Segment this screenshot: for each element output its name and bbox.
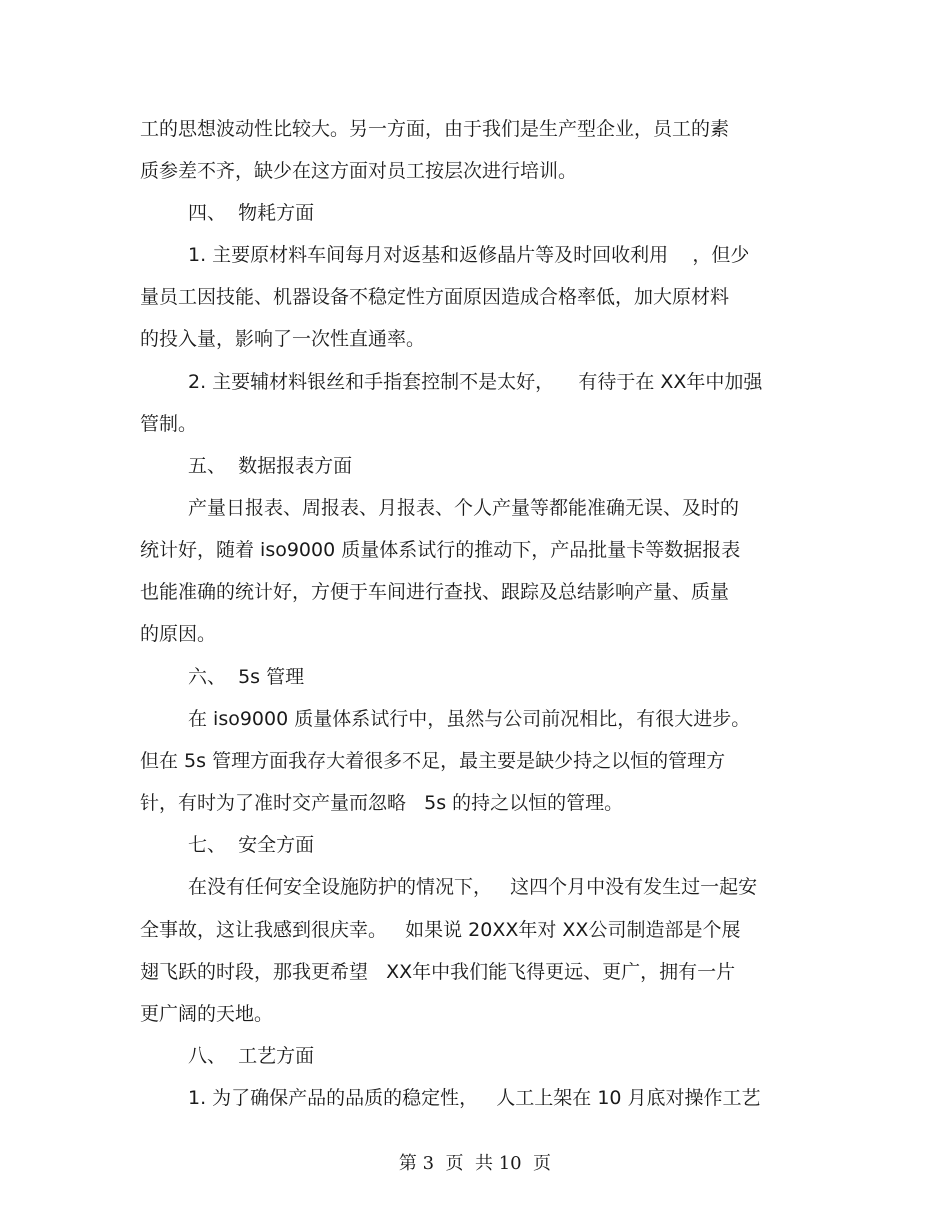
text-line: 翅飞跃的时段，那我更希望 XX年中我们能飞得更远、更广，拥有一片	[140, 961, 736, 983]
text-line: 管制。	[140, 413, 198, 435]
text-line: 也能准确的统计好，方便于车间进行查找、跟踪及总结影响产量、质量	[140, 581, 730, 603]
text-line: 的投入量，影响了一次性直通率。	[140, 328, 426, 350]
text-line: 在 iso9000 质量体系试行中，虽然与公司前况相比，有很大进步。	[188, 708, 751, 730]
text-line: 在没有任何安全设施防护的情况下， 这四个月中没有发生过一起安	[188, 876, 758, 898]
text-line: 2. 主要辅材料银丝和手指套控制不是太好， 有待于在 XX年中加强	[188, 371, 763, 393]
text-line: 但在 5s 管理方面我存大着很多不足，最主要是缺少持之以恒的管理方	[140, 750, 726, 772]
text-line: 统计好，随着 iso9000 质量体系试行的推动下，产品批量卡等数据报表	[140, 539, 741, 561]
section-heading-safety: 七、 安全方面	[188, 834, 315, 856]
text-line: 工的思想波动性比较大。另一方面，由于我们是生产型企业，员工的素	[140, 118, 730, 140]
text-line: 量员工因技能、机器设备不稳定性方面原因造成合格率低，加大原材料	[140, 286, 730, 308]
text-line: 更广阔的天地。	[140, 1003, 274, 1025]
section-heading-data-reports: 五、 数据报表方面	[188, 455, 353, 477]
text-line: 产量日报表、周报表、月报表、个人产量等都能准确无误、及时的	[188, 497, 740, 519]
text-line: 1. 为了确保产品的品质的稳定性， 人工上架在 10 月底对操作工艺	[188, 1087, 761, 1109]
section-heading-materials: 四、 物耗方面	[188, 202, 315, 224]
section-heading-process: 八、 工艺方面	[188, 1045, 315, 1067]
text-line: 的原因。	[140, 623, 217, 645]
text-line: 1. 主要原材料车间每月对返基和返修晶片等及时回收利用 ，但少	[188, 244, 750, 266]
text-line: 全事故，这让我感到很庆幸。 如果说 20XX年对 XX公司制造部是个展	[140, 919, 741, 941]
text-line: 针，有时为了准时交产量而忽略 5s 的持之以恒的管理。	[140, 792, 624, 814]
page-number-footer: 第 3 页 共 10 页	[398, 1153, 552, 1174]
section-heading-5s: 六、 5s 管理	[188, 666, 305, 688]
text-line: 质参差不齐，缺少在这方面对员工按层次进行培训。	[140, 160, 578, 182]
